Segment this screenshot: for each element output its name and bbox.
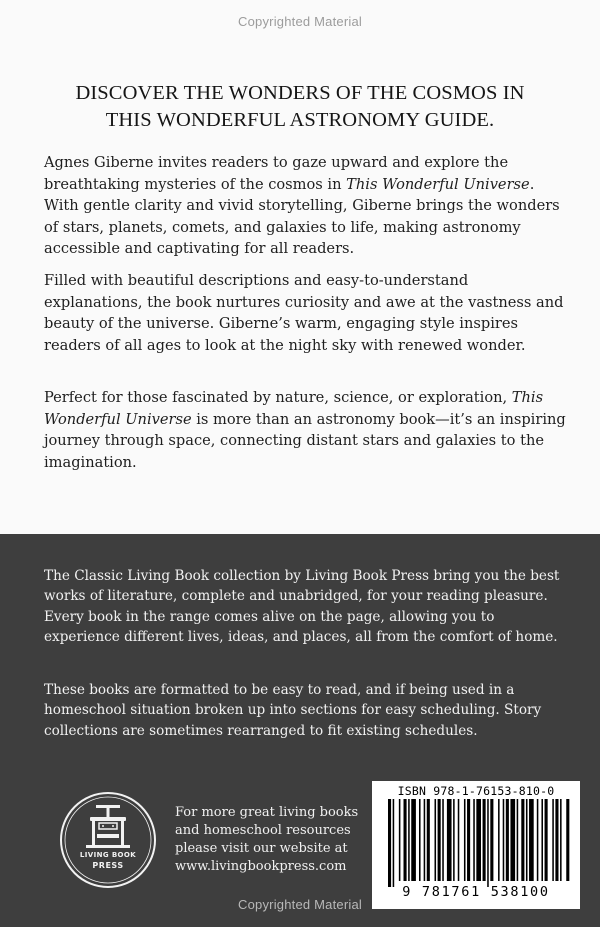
barcode-bar [419,799,421,881]
logo-text-line-2: PRESS [92,861,124,870]
barcode-bar [566,799,569,881]
barcode-bar [552,799,554,881]
barcode-bar [503,799,505,881]
barcode-bar [408,799,410,881]
barcode-bar [458,799,460,881]
barcode-bar [545,799,548,881]
blurb-paragraph-3 [44,387,568,473]
barcode-bar [473,799,475,881]
series-paragraph-2: These books are formatted to be easy to read, and if being used in a homeschool situation broken up into sections for easy scheduling. Story collections are sometimes rearranged to fit existing schedules. [44,682,542,739]
blurb-p3-text-b: is more than an astronomy book—it’s an inspiring journey through space, connecting distant stars and galaxies to the imagination. [44,410,566,471]
barcode-bar [487,799,489,887]
barcode-bar [526,799,528,881]
barcode-bar [537,799,539,881]
barcode-icon [386,799,574,895]
barcode-bar [411,799,416,881]
barcode-bar [529,799,534,881]
headline-line-1: DISCOVER THE WONDERS OF THE COSMOS IN [75,82,525,104]
promo-line-3: please visit our website at [175,841,348,856]
promo-line-1: For more great living books [175,805,359,820]
barcode-bar [517,799,519,881]
barcode-bar [442,799,444,881]
series-paragraph-1: The Classic Living Book collection by Living Book Press bring you the best works of literature, complete and unabridged, for your reading pleasure. Every book in the range comes alive on the page, allowing you to experience different lives, ideas, and places, all from the comfort of home. [44,568,560,646]
press-seal-icon [58,790,158,890]
copyright-watermark-bottom: Copyrighted Material [238,897,362,912]
barcode-bar [541,799,543,881]
barcode-bar [438,799,441,881]
barcode-bar [506,799,509,881]
promo-url: www.livingbookpress.com [175,859,347,874]
barcode-bar [510,799,515,881]
promo-line-2: and homeschool resources [175,823,351,838]
barcode-bar [447,799,452,881]
barcode-bar [399,799,401,881]
barcode-bar [424,799,426,881]
blurb-p1-text-a: Agnes Giberne invites readers to gaze upward and explore the breathtaking mysteries of the cosmos in [44,154,509,193]
barcode-bar [427,799,430,881]
headline [30,80,570,134]
blurb-p1-text-b: . With gentle clarity and vivid storytelling, Giberne brings the wonders of stars, planets, comets, and galaxies to life, making astronomy accessible and captivating for all readers. [44,175,560,258]
blurb-paragraph-1 [44,152,568,260]
barcode-bar [490,799,493,881]
barcode-bar [476,799,481,881]
barcode-bar [393,799,395,887]
barcode-bar [498,799,500,881]
barcode-bar [521,799,524,881]
barcode-bar [555,799,558,881]
isbn-barcode [372,781,580,909]
barcode-bar [483,799,486,881]
website-promo [175,804,375,876]
barcode-bar [388,799,391,887]
barcode-bar [464,799,466,881]
barcode-bar [404,799,407,881]
living-book-press-logo [58,790,158,890]
barcode-bar [560,799,562,881]
headline-line-2: THIS WONDERFUL ASTRONOMY GUIDE. [105,109,495,131]
isbn-text: ISBN 978-1-76153-810-0 [397,784,555,798]
copyright-watermark-top: Copyrighted Material [238,14,362,29]
blurb-p3-text-a: Perfect for those fascinated by nature, science, or exploration, [44,389,512,406]
book-title-italic: This Wonderful Universe [44,389,544,428]
blurb-paragraph-2: Filled with beautiful descriptions and easy-to-understand explanations, the book nurtures curiosity and awe at the vastness and beauty of the universe. Giberne’s warm, engaging style inspires readers of all ages to look at the night sky with renewed wonder. [44,272,564,354]
book-title-italic: This Wonderful Universe [346,175,530,193]
barcode-bar [467,799,470,881]
barcode-bar [453,799,455,881]
logo-text-line-1: LIVING BOOK [79,851,137,859]
ean-number: 9 781761 538100 [402,884,550,900]
barcode-bars [386,799,574,895]
barcode-bar [435,799,437,881]
